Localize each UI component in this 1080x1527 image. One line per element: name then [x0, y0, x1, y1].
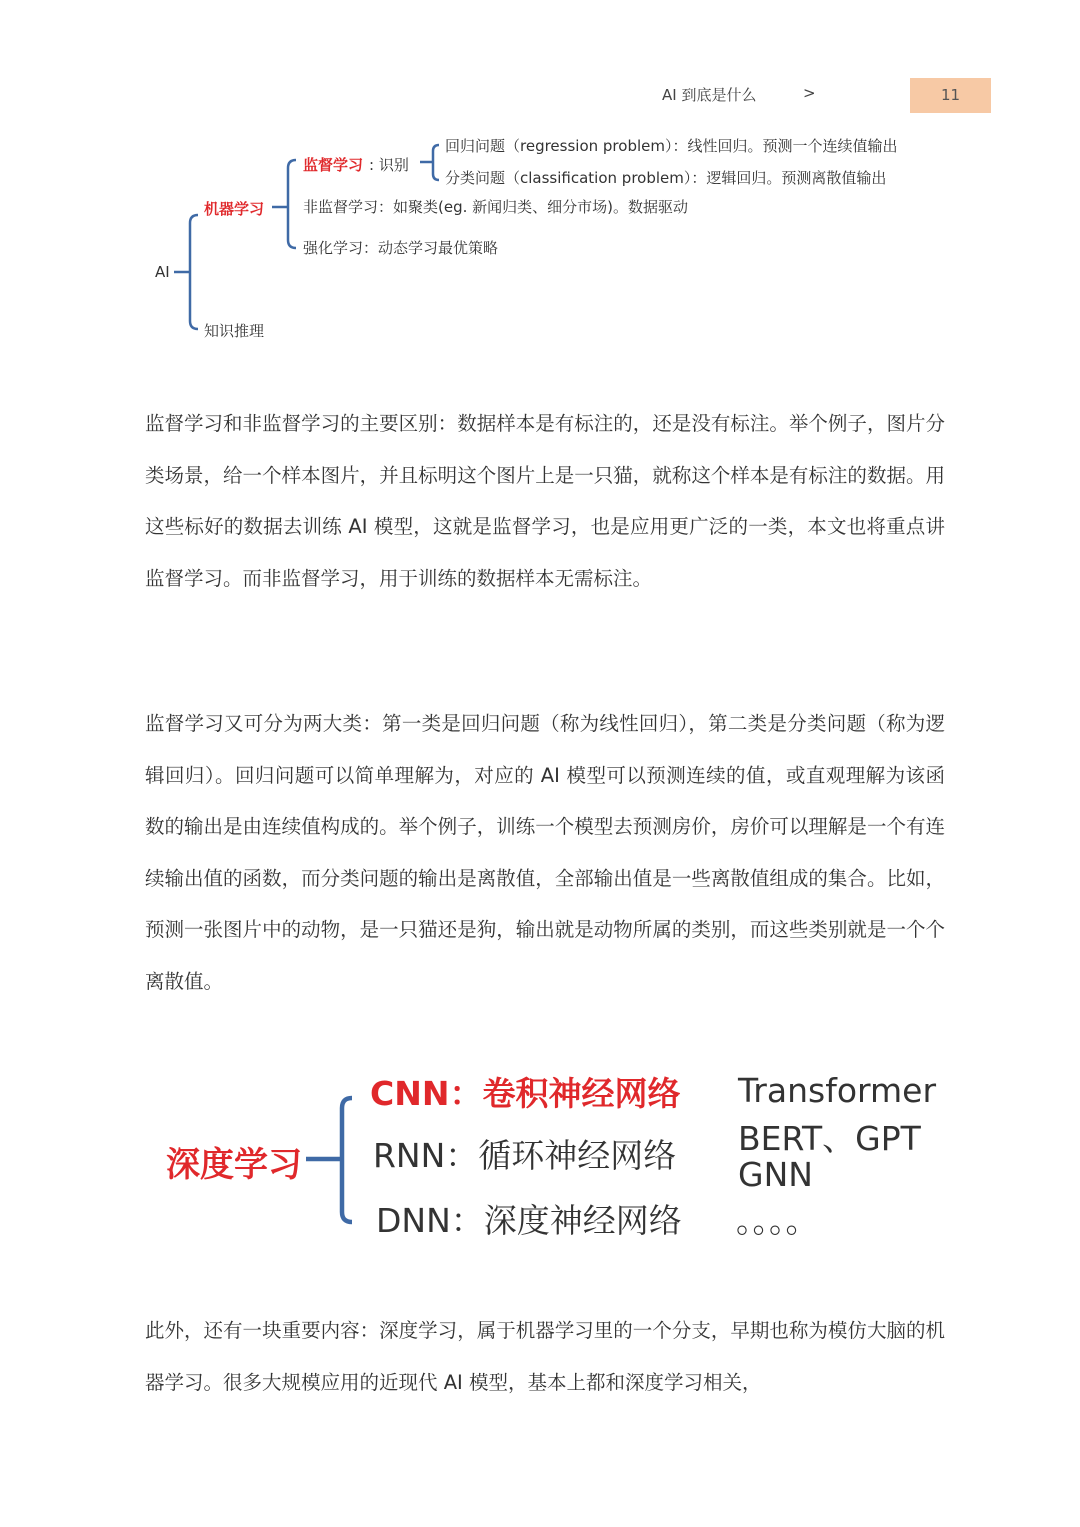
bracket-ml: [288, 160, 296, 248]
node-knowledge-reasoning: 知识推理: [204, 322, 265, 340]
node-unsupervised: 非监督学习：如聚类(eg. 新闻归类、细分市场)。数据驱动: [303, 198, 688, 216]
bracket-deep-learning: [342, 1098, 352, 1222]
node-deep-learning: 深度学习: [166, 1145, 302, 1185]
paragraph-supervised-vs-unsupervised: 监督学习和非监督学习的主要区别：数据样本是有标注的，还是没有标注。举个例子，图片分类场景，给一个样本图片，并且标明这个图片上是一只猫，就称这个样本是有标注的数据。用这些标好的数据去训练 AI 模型，这就是监督学习，也是应用更广泛的一类，本文也将重点讲监督学习。而非监督学习，用于训练的数据样本无需标注。: [145, 412, 945, 590]
running-header-title: AI 到底是什么: [662, 86, 757, 104]
node-ai: AI: [155, 263, 170, 281]
bracket-recog: [433, 145, 439, 180]
node-dnn: DNN：深度神经网络: [376, 1201, 682, 1240]
node-supervised: 监督学习: [303, 156, 364, 174]
paragraph-deep-learning-intro: 此外，还有一块重要内容：深度学习，属于机器学习里的一个分支，早期也称为模仿大脑的机器学习。很多大规模应用的近现代 AI 模型，基本上都和深度学习相关，: [145, 1319, 945, 1394]
node-regression: 回归问题（regression problem）：线性回归。预测一个连续值输出: [445, 137, 898, 155]
node-cnn: CNN：卷积神经网络: [370, 1074, 681, 1113]
node-supervised-suffix: : 识别: [369, 156, 409, 174]
header-arrow: >: [803, 84, 816, 102]
page-number: 11: [940, 86, 961, 104]
node-ellipsis: 。。。。: [736, 1201, 819, 1240]
node-reinforcement: 强化学习：动态学习最优策略: [303, 239, 499, 257]
node-transformer: Transformer: [738, 1071, 937, 1110]
bracket-ai: [190, 215, 198, 329]
node-rnn: RNN：循环神经网络: [373, 1136, 677, 1175]
node-gnn: GNN: [738, 1155, 813, 1194]
paragraph-regression-classification: 监督学习又可分为两大类：第一类是回归问题（称为线性回归），第二类是分类问题（称为逻辑回归）。回归问题可以简单理解为，对应的 AI 模型可以预测连续的值，或直观理解为该函数的输出是由连续值构成的。举个例子，训练一个模型去预测房价，房价可以理解是一个有连续输出值的函数，而分类问题的输出是离散值，全部输出值是一些离散值组成的集合。比如，预测一张图片中的动物，是一只猫还是狗，输出就是动物所属的类别，而这些类别就是一个个离散值。: [145, 712, 945, 993]
node-bert-gpt: BERT、GPT: [738, 1119, 921, 1158]
node-classification: 分类问题（classification problem）：逻辑回归。预测离散值输出: [445, 169, 887, 187]
node-machine-learning: 机器学习: [204, 200, 265, 218]
